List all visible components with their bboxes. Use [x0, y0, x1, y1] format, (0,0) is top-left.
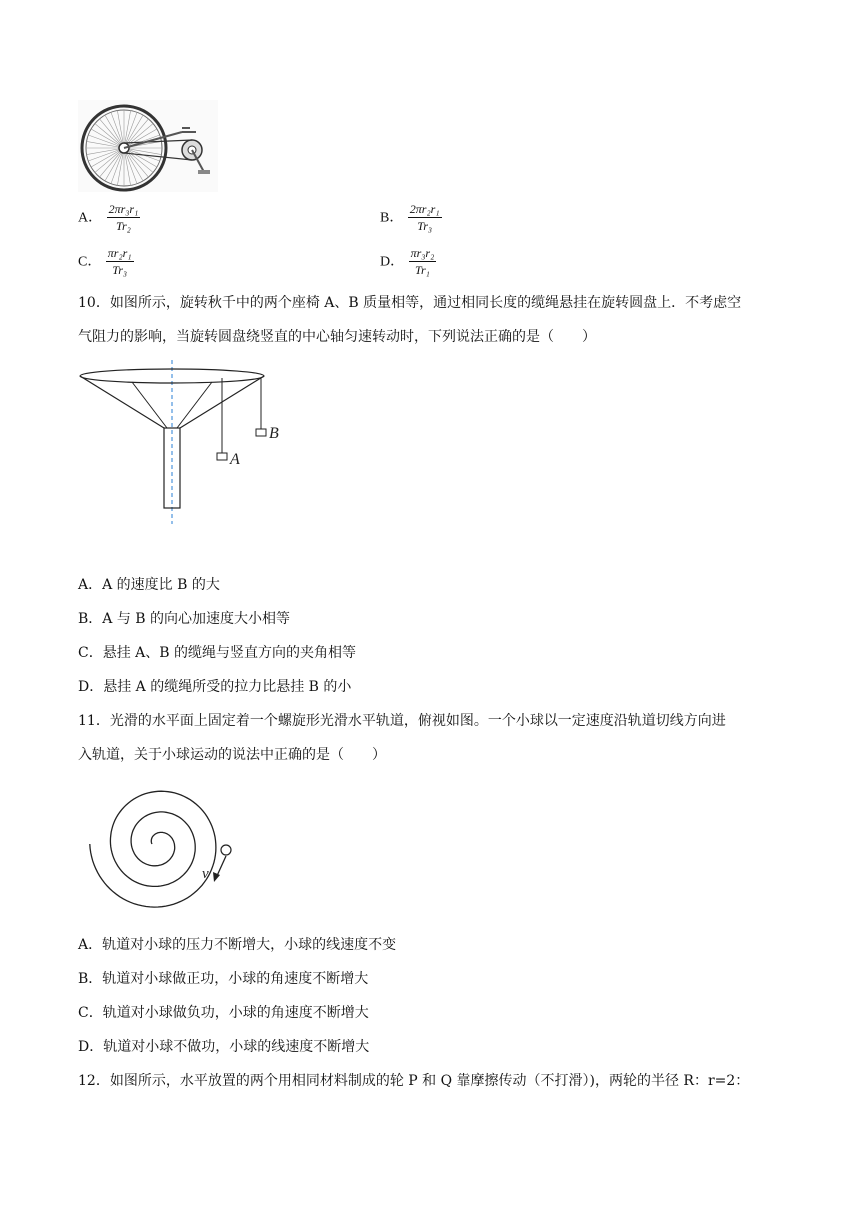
- option-label: C．: [78, 254, 102, 270]
- option-label: B．: [380, 210, 404, 226]
- q11-option-a: A．轨道对小球的压力不断增大，小球的线速度不变: [78, 937, 397, 953]
- fraction: [409, 246, 437, 277]
- q10-stem-line1: 10．如图所示，旋转秋千中的两个座椅 A、B 质量相等，通过相同长度的缆绳悬挂在旋转圆盘上．不考虑空: [78, 295, 742, 311]
- q11-option-b: B．轨道对小球做正功，小球的角速度不断增大: [78, 971, 369, 987]
- q10-option-c: C．悬挂 A、B 的缆绳与竖直方向的夹角相等: [78, 645, 357, 661]
- numerator: πr₃r₂: [410, 246, 435, 260]
- fraction: [107, 202, 141, 233]
- bicycle-figure: [78, 100, 218, 192]
- rotating-swing-figure: [78, 360, 288, 526]
- q9-option-a: [78, 202, 140, 233]
- q11-stem-line1: 11．光滑的水平面上固定着一个螺旋形光滑水平轨道，俯视如图。一个小球以一定速度沿轨道切线方向进: [78, 713, 726, 729]
- seat-a-label: A: [230, 451, 240, 468]
- q9-option-d: [380, 246, 436, 277]
- q10-option-a: A．A 的速度比 B 的大: [78, 577, 220, 593]
- q11-option-d: D．轨道对小球不做功，小球的线速度不断增大: [78, 1039, 370, 1055]
- denominator: Tr₁: [415, 263, 430, 277]
- q11-option-c: C．轨道对小球做负功，小球的角速度不断增大: [78, 1005, 369, 1021]
- numerator: 2πr₂r₁: [409, 202, 440, 216]
- q10-stem-line2: 气阻力的影响，当旋转圆盘绕竖直的中心轴匀速转动时，下列说法正确的是（ ）: [78, 329, 596, 345]
- fraction: [408, 202, 442, 233]
- numerator: 2πr₃r₁: [108, 202, 139, 216]
- q10-option-d: D．悬挂 A 的缆绳所受的拉力比悬挂 B 的小: [78, 679, 352, 695]
- q10-option-b: B．A 与 B 的向心加速度大小相等: [78, 611, 291, 627]
- q12-stem-line1: 12．如图所示，水平放置的两个用相同材料制成的轮 P 和 Q 靠摩擦传动（不打滑）)，两轮的半径 R：r=2：: [78, 1073, 750, 1089]
- numerator: πr₂r₁: [107, 246, 132, 260]
- fraction: [106, 246, 134, 277]
- denominator: Tr₃: [112, 263, 128, 277]
- option-label: D．: [380, 254, 405, 270]
- velocity-label: v: [202, 866, 209, 882]
- denominator: Tr₃: [417, 219, 433, 233]
- q9-option-b: [380, 202, 442, 233]
- q9-option-c: [78, 246, 134, 277]
- q11-stem-line2: 入轨道，关于小球运动的说法中正确的是（ ）: [78, 747, 386, 763]
- denominator: Tr₂: [116, 219, 131, 233]
- seat-b-label: B: [269, 425, 279, 442]
- spiral-track-figure: [88, 782, 248, 920]
- option-label: A．: [78, 210, 103, 226]
